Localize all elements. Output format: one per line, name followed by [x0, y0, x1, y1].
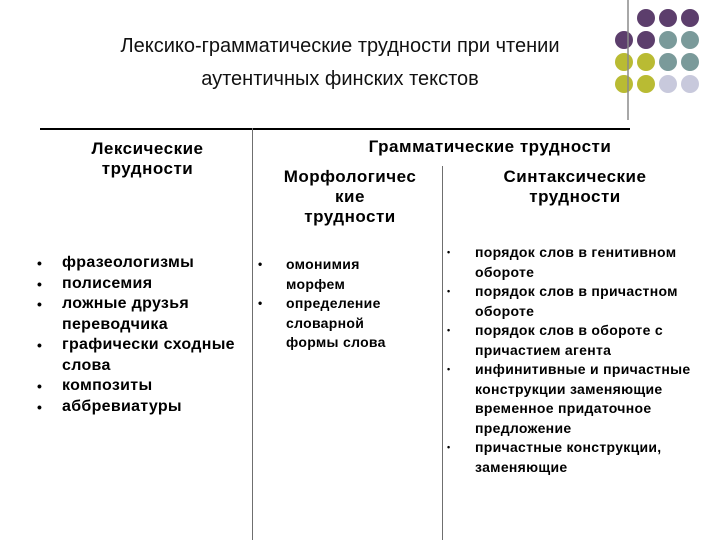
- list-item: [447, 438, 697, 477]
- list-item: [37, 294, 245, 335]
- column-divider-1: [252, 128, 253, 540]
- morphological-difficulties-list: [258, 255, 418, 353]
- decor-dot: [659, 9, 677, 27]
- list-item-text: омонимия морфем: [286, 256, 360, 292]
- list-item-text: причастные конструкции, заменяющие: [475, 439, 662, 475]
- list-item: [447, 243, 697, 282]
- list-item-text: полисемия: [62, 274, 153, 292]
- decor-dot: [681, 75, 699, 93]
- list-item-text: ложные друзья переводчика: [62, 295, 189, 333]
- table-top-rule: [40, 128, 630, 130]
- decor-dot: [659, 31, 677, 49]
- list-item-text: порядок слов в причастном обороте: [475, 283, 678, 319]
- list-item-text: фразеологизмы: [62, 254, 195, 271]
- list-item-text: порядок слов в обороте с причастием агента: [475, 322, 663, 358]
- bullet-icon: •: [37, 275, 43, 292]
- list-item: [37, 274, 245, 295]
- lexical-header: Лексические трудности: [91, 139, 204, 178]
- decor-dot: [681, 53, 699, 71]
- list-item-text: графически сходные слова: [62, 336, 235, 374]
- bullet-icon: •: [447, 442, 451, 452]
- bullet-icon: •: [37, 337, 43, 353]
- list-item-text: порядок слов в генитивном обороте: [475, 244, 677, 280]
- list-item-text: аббревиатуры: [62, 397, 182, 415]
- title-line-2: аутентичных финских текстов: [201, 68, 479, 90]
- list-item: [37, 397, 245, 418]
- list-item-text: инфинитивные и причастные конструкции заменяющие временное придаточное предложение: [475, 361, 691, 436]
- bullet-icon: •: [37, 296, 43, 312]
- list-item: [447, 321, 697, 360]
- bullet-icon: •: [447, 325, 451, 335]
- syntax-header: Синтаксические трудности: [503, 167, 647, 206]
- decor-dot: [659, 53, 677, 71]
- bullet-icon: •: [447, 364, 451, 374]
- decor-dot: [681, 31, 699, 49]
- morphology-header: Морфологичес кие трудности: [283, 167, 417, 226]
- list-item: [447, 360, 697, 438]
- syntactic-difficulties-list: [447, 243, 697, 477]
- list-item: [447, 282, 697, 321]
- list-item: [37, 376, 245, 397]
- bullet-icon: •: [37, 378, 43, 394]
- slide-title: [40, 30, 640, 96]
- list-item-text: композиты: [62, 377, 153, 394]
- bullet-icon: •: [447, 286, 451, 296]
- decor-dot: [659, 75, 677, 93]
- title-line-1: Лексико-грамматические трудности при чтении: [120, 35, 560, 57]
- bullet-icon: •: [37, 398, 43, 415]
- bullet-icon: •: [258, 296, 263, 310]
- decor-dot: [637, 9, 655, 27]
- lexical-difficulties-list: [37, 253, 245, 417]
- bullet-icon: •: [37, 255, 43, 271]
- decor-dot: [681, 9, 699, 27]
- list-item: [258, 294, 418, 353]
- list-item: [37, 335, 245, 376]
- list-item-text: определение словарной формы слова: [286, 295, 386, 350]
- grammar-group-header: Грамматические трудности: [368, 137, 612, 156]
- list-item: [258, 255, 418, 294]
- bullet-icon: •: [447, 247, 451, 257]
- list-item: [37, 253, 245, 274]
- bullet-icon: •: [258, 257, 263, 271]
